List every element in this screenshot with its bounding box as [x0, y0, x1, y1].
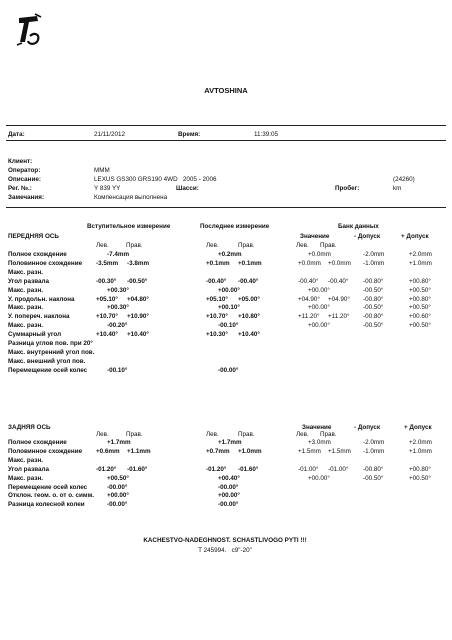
front-cell-plus: +00.60° [409, 313, 431, 321]
front-cell-plus: +1.0mm [409, 259, 432, 267]
final-measurement-header: Последнее измерение [200, 223, 270, 230]
description-value: LEXUS GS300 GRS190 4WD 2005 - 2006 [94, 176, 217, 183]
rear-cell-plus: +00.80° [409, 465, 431, 473]
rear-cell-minus: -00.80° [363, 465, 384, 473]
rear-cell-init_r: +1.1mm [127, 447, 151, 455]
front-value-header: Значение [300, 233, 330, 240]
front-plus-tol-header: + Допуск [401, 233, 429, 240]
front-cell-val_l: +11.20° [298, 313, 320, 321]
front-cell-plus: +00.50° [409, 304, 431, 312]
rear-cell-plus: +1.0mm [409, 447, 432, 455]
date-label: Дата: [8, 131, 25, 138]
front-cell-fin_c: +00.10° [218, 304, 240, 312]
front-cell-val_r: +04.90° [328, 295, 350, 303]
front-cell-plus: +00.50° [409, 286, 431, 294]
notes-value: Компенсация выполнена [94, 194, 168, 201]
rear-cell-init_l: -01.20° [96, 465, 117, 473]
date-value: 21/11/2012 [94, 131, 126, 138]
info-rule [6, 207, 446, 208]
mileage-label: Пробег: [335, 185, 360, 192]
front-cell-init_r: -00.50° [127, 277, 148, 285]
description-label: Описание: [8, 176, 41, 183]
rear-minus-tol-header: - Допуск [354, 424, 381, 431]
rear-cell-val_c: +00.00° [308, 474, 330, 482]
front-row-label: Угол развала [8, 277, 50, 285]
front-cell-fin_r: +10.40° [238, 331, 260, 339]
operator-value: MMM [94, 167, 110, 174]
front-cell-init_l: -00.30° [96, 277, 117, 285]
rear-cell-plus: +00.50° [409, 474, 431, 482]
front-cell-init_c: +00.30° [107, 286, 129, 294]
front-cell-val_c: +00.00° [308, 322, 330, 330]
front-cell-init_l: +05.10° [96, 295, 118, 303]
rear-cell-init_c: +00.00° [107, 492, 129, 500]
rear-cell-fin_c: +1.7mm [218, 439, 242, 446]
header-rule-top [6, 125, 446, 126]
front-val-left-header: Лев. [296, 242, 309, 249]
front-init-right-header: Прав. [126, 242, 143, 249]
rear-cell-init_l: +0.6mm [96, 447, 120, 455]
front-cell-fin_c: +0.2mm [218, 251, 242, 258]
rear-init-right-header: Прав. [126, 431, 143, 438]
front-cell-val_r: +0.0mm [328, 259, 351, 267]
time-value: 11:39:05 [254, 131, 279, 138]
front-cell-minus: -00.50° [363, 286, 384, 294]
front-fin-left-header: Лев. [206, 242, 219, 249]
rear-cell-fin_c: +00.40° [218, 474, 240, 482]
rear-row-label: Полное схождение [8, 439, 67, 446]
company-name: AVTOSHINA [204, 86, 248, 95]
rear-cell-fin_c: +00.00° [218, 492, 240, 500]
rear-cell-minus: -00.50° [363, 474, 384, 482]
rear-row-label: Макс. разн. [8, 474, 44, 482]
notes-label: Замечания: [8, 194, 45, 201]
front-row-label: Макс. разн. [8, 322, 44, 330]
front-fin-right-header: Прав. [238, 242, 255, 249]
front-cell-fin_l: +10.30° [206, 331, 228, 339]
rear-cell-init_c: -00.00° [107, 483, 128, 491]
front-cell-fin_r: +0.1mm [238, 259, 262, 267]
front-cell-init_c: -00.20° [107, 322, 128, 330]
front-cell-init_l: -3.5mm [96, 259, 119, 267]
front-cell-plus: +00.80° [409, 295, 431, 303]
databank-header: Банк данных [338, 223, 379, 230]
rear-cell-minus: -1.0mm [363, 447, 385, 455]
front-cell-init_r: +10.90° [127, 313, 149, 321]
operator-label: Оператор: [8, 167, 41, 174]
rear-row-label: Макс. разн. [8, 456, 44, 464]
front-minus-tol-header: - Допуск [354, 233, 381, 240]
front-cell-minus: -00.50° [363, 304, 384, 312]
footer-code: T 245994. c9"-20" [198, 547, 252, 554]
front-cell-minus: -00.80° [363, 313, 384, 321]
front-cell-init_c: -00.10° [107, 366, 128, 374]
front-cell-init_r: +10.40° [127, 331, 149, 339]
rear-cell-minus: -2.0mm [363, 439, 385, 446]
front-cell-fin_r: +10.80° [238, 313, 260, 321]
rear-cell-val_c: +3.0mm [308, 439, 331, 446]
description-code: (24260) [393, 176, 415, 183]
front-row-label: Половинное схождение [8, 259, 83, 267]
rear-fin-left-header: Лев. [206, 431, 219, 438]
rear-cell-val_l: +1.5mm [298, 447, 321, 455]
front-row-label: Полное схождение [8, 251, 67, 258]
rear-cell-fin_r: -01.60° [238, 465, 259, 473]
front-row-label: У. попереч. наклона [8, 313, 70, 321]
front-cell-fin_c: -00.10° [218, 322, 239, 330]
rear-cell-fin_l: -01.20° [206, 465, 227, 473]
front-init-left-header: Лев. [96, 242, 109, 249]
front-row-label: Перемещение осей колес [8, 366, 88, 374]
rear-cell-init_c: -00.00° [107, 501, 128, 509]
rear-row-label: Половинное схождение [8, 447, 83, 455]
rear-cell-fin_c: -00.00° [218, 501, 239, 509]
front-axle-title: ПЕРЕДНЯЯ ОСЬ [8, 233, 59, 240]
front-cell-val_c: +00.00° [308, 304, 330, 312]
rear-val-right-header: Прав. [320, 431, 337, 438]
chassis-label: Шасси: [176, 185, 199, 192]
front-cell-fin_r: +05.00° [238, 295, 260, 303]
rear-axle-title: ЗАДНЯЯ ОСЬ [8, 424, 51, 431]
front-cell-fin_l: -00.40° [206, 277, 227, 285]
reg-value: Y 839 YY [94, 185, 121, 192]
rear-cell-plus: +2.0mm [409, 439, 432, 446]
initial-measurement-header: Вступительное измерение [87, 223, 171, 230]
rear-cell-fin_l: +0.7mm [206, 447, 230, 455]
front-cell-init_l: +10.40° [96, 331, 118, 339]
rear-cell-val_r: +1.5mm [328, 447, 351, 455]
header-rule-bottom [6, 140, 446, 141]
front-val-right-header: Прав. [320, 242, 337, 249]
front-row-label: У. продольн. наклона [8, 295, 75, 303]
front-cell-init_r: +04.80° [127, 295, 149, 303]
front-row-label: Суммарный угол [8, 331, 62, 339]
front-cell-fin_l: +05.10° [206, 295, 228, 303]
rear-cell-init_c: +00.50° [107, 474, 129, 482]
rear-row-label: Угол развала [8, 465, 50, 473]
rear-cell-fin_r: +1.0mm [238, 447, 262, 455]
reg-label: Рег. №.: [8, 185, 32, 192]
rear-cell-init_r: -01.60° [127, 465, 148, 473]
rear-fin-right-header: Прав. [238, 431, 255, 438]
front-cell-minus: -00.80° [363, 277, 384, 285]
time-label: Время: [178, 131, 201, 138]
rear-row-label: Перемещение осей колес [8, 483, 88, 491]
front-cell-init_l: +10.70° [96, 313, 118, 321]
rear-row-label: Разница колесной колеи [8, 501, 85, 509]
front-cell-init_c: +00.30° [107, 304, 129, 312]
front-row-label: Макс. внешний угол пов. [8, 357, 86, 365]
rear-init-left-header: Лев. [96, 431, 109, 438]
front-cell-fin_c: +00.00° [218, 286, 240, 294]
front-row-label: Макс. внутренний угол пов. [8, 348, 95, 356]
front-cell-val_l: -00.40° [298, 277, 319, 285]
front-cell-plus: +00.80° [409, 277, 431, 285]
front-cell-minus: -00.80° [363, 295, 384, 303]
rear-plus-tol-header: + Допуск [404, 424, 432, 431]
front-cell-fin_c: -00.00° [218, 366, 239, 374]
front-cell-plus: +2.0mm [409, 251, 432, 258]
front-cell-val_l: +04.90° [298, 295, 320, 303]
rear-value-header: Значение [302, 424, 332, 431]
company-logo-mark [16, 12, 44, 48]
front-row-label: Разница углов пов. при 20° [8, 340, 93, 347]
front-cell-minus: -2.0mm [363, 251, 385, 258]
front-cell-fin_l: +0.1mm [206, 259, 230, 267]
front-cell-minus: -00.50° [363, 322, 384, 330]
front-cell-val_r: -00.40° [328, 277, 349, 285]
rear-cell-fin_c: -00.00° [218, 483, 239, 491]
front-cell-val_r: +11.20° [328, 313, 350, 321]
front-cell-init_r: -3.8mm [127, 259, 150, 267]
rear-cell-val_l: -01.00° [298, 465, 319, 473]
front-cell-val_c: +0.0mm [308, 251, 331, 258]
client-label: Клиент: [8, 158, 33, 165]
rear-cell-init_c: +1.7mm [107, 439, 131, 446]
front-cell-fin_r: -00.40° [238, 277, 259, 285]
front-cell-val_c: +00.00° [308, 286, 330, 294]
rear-val-left-header: Лев. [296, 431, 309, 438]
front-cell-fin_l: +10.70° [206, 313, 228, 321]
front-cell-init_c: -7.4mm [107, 251, 130, 258]
front-cell-val_l: +0.0mm [298, 259, 321, 267]
footer-slogan: KACHESTVO-NADEGHNOST. SCHASTLIVOGO PYTI !!! [143, 537, 307, 544]
rear-cell-val_r: -01.00° [328, 465, 349, 473]
front-row-label: Макс. разн. [8, 304, 44, 312]
mileage-unit: km [393, 185, 402, 192]
rear-row-label: Отклон. геом. о. от о. симм. [8, 492, 94, 500]
front-cell-minus: -1.0mm [363, 259, 385, 267]
front-row-label: Макс. разн. [8, 286, 44, 294]
front-row-label: Макс. разн. [8, 268, 44, 276]
front-cell-plus: +00.50° [409, 322, 431, 330]
